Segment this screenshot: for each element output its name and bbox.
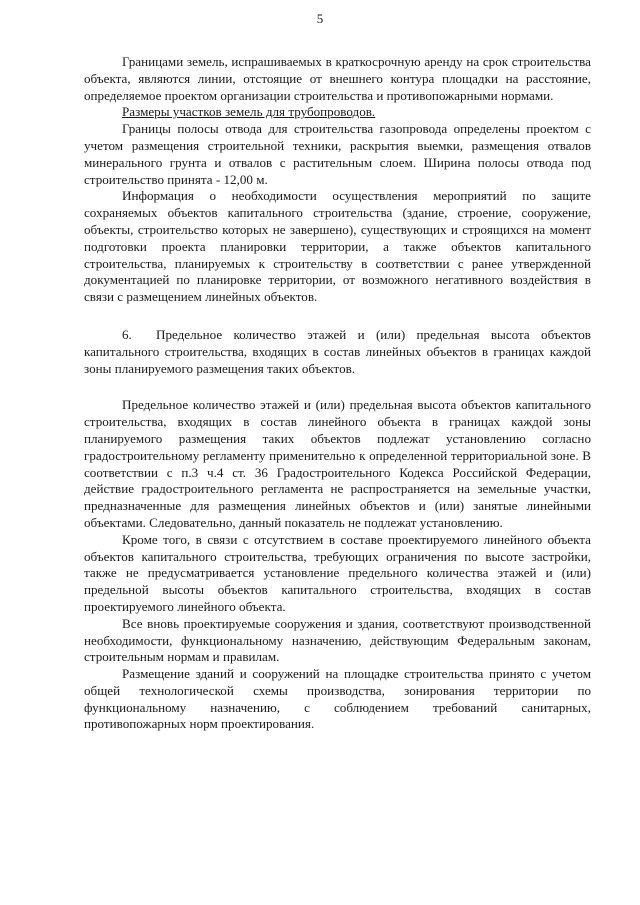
- paragraph-land-lease-boundaries: Границами земель, испрашиваемых в краткосрочную аренду на срок строительства объекта, являются линии, отстоящие от внешнего контура площадки на расстояние, определяемое проектом организации строительства и противопожарными нормами.: [84, 54, 591, 103]
- paragraph-protection-measures: Информация о необходимости осуществления мероприятий по защите сохраняемых объектов капитального строительства (здание, строение, сооружение, объекты, строительство которых не завершено), существующих и строящихся на момент подготовки проекта планировки территории, а также объектов капитального строительства, планируемых к строительству в соответствии с ранее утвержденной документацией по планировке территории, от возможного негативного воздействия в связи с размещением линейных объектов.: [84, 188, 591, 305]
- section-number: 6.: [122, 326, 132, 342]
- subheading-text: Размеры участков земель для трубопроводов.: [122, 104, 376, 120]
- page-number: 5: [316, 11, 324, 26]
- paragraph-compliance: Все вновь проектируемые сооружения и здания, соответствуют производственной необходимости, функциональному назначению, действующим Федеральным законам, строительным нормам и правилам.: [84, 615, 591, 665]
- paragraph-no-height-restrictions: Кроме того, в связи с отсутствием в составе проектируемого линейного объекта объектов капитального строительства, требующих ограничения по высоте застройки, также не предусматривается установление предельного количества этажей и (или) предельной высоты объектов капитального строительства, входящих в состав проектируемого линейного объекта.: [84, 531, 591, 614]
- section-heading: [84, 327, 591, 377]
- paragraph-height-limits: Предельное количество этажей и (или) предельная высота объектов капитального строительства, входящих в состав линейного объекта в границах каждой зоны планируемого размещения таких объектов подлежат установлению согласно градостроительному регламенту применительно к определенной территориальной зоне. В соответствии с п.3 ч.4 ст. 36 Градостроительного Кодекса Российской Федерации, действие градостроительного регламента не распространяется на земельные участки, предназначенные для размещения линейных объектов и (или) занятые линейными объектами. Следовательно, данный показатель не подлежат установлению.: [84, 397, 591, 530]
- document-body: [84, 54, 591, 733]
- paragraph-right-of-way-width: Границы полосы отвода для строительства газопровода определены проектом с учетом размещения строительной техники, раскрытия выемки, размещения отвалов минерального грунта и отвалов с растительным слоем. Ширина полосы отвода под строительство принята - 12,00 м.: [84, 121, 591, 187]
- section-title: Предельное количество этажей и (или) предельная высота объектов капитального строительства, входящих в состав линейных объектов в границах каждой зоны планируемого размещения таких объектов.: [84, 326, 591, 376]
- subheading-pipeline-land-sizes: [84, 104, 591, 121]
- paragraph-site-placement: Размещение зданий и сооружений на площадке строительства принято с учетом общей технологической схемы производства, зонирования территории по функциональному назначению, с соблюдением требований санитарных, противопожарных норм проектирования.: [84, 666, 591, 732]
